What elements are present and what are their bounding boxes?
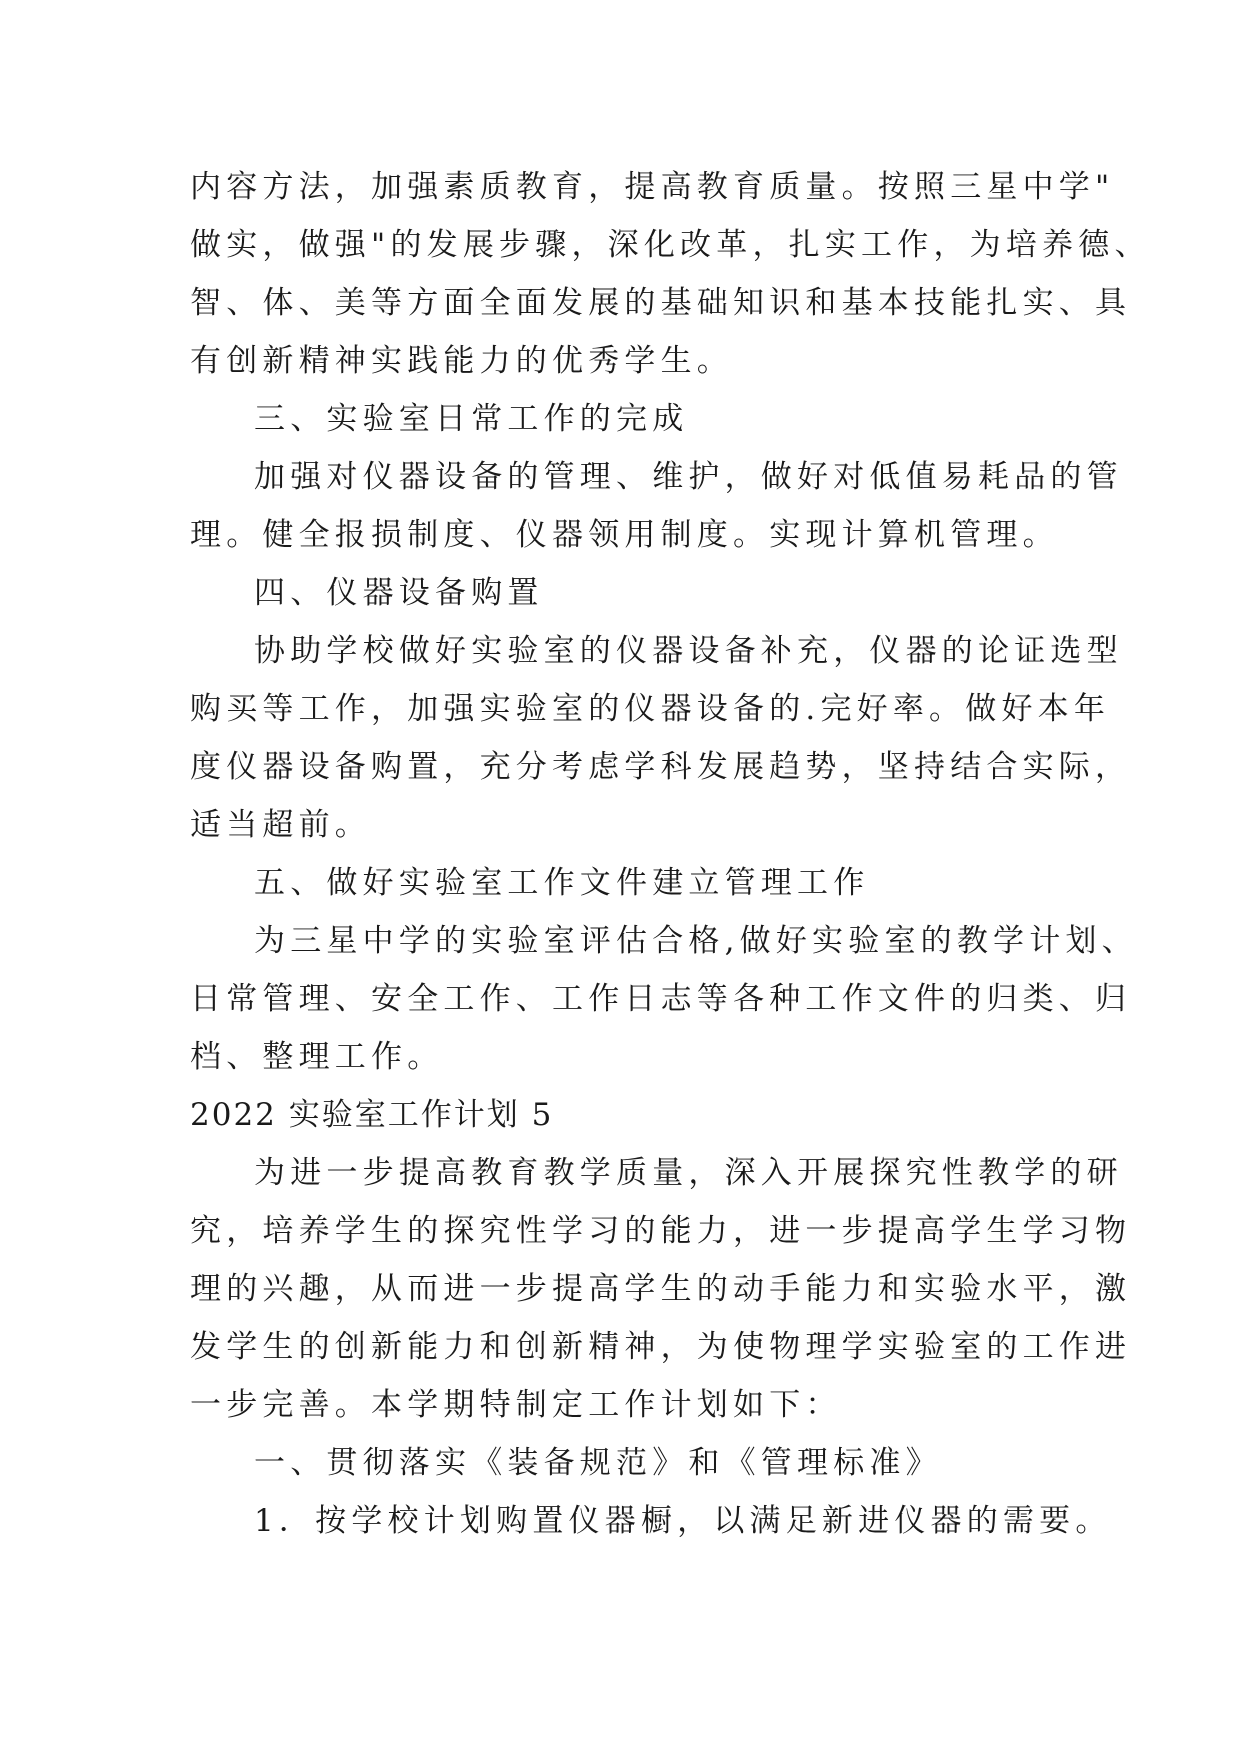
paragraph-line: 为三星中学的实验室评估合格,做好实验室的教学计划、 xyxy=(254,923,1138,959)
paragraph-line: 一步完善。本学期特制定工作计划如下： xyxy=(190,1387,842,1423)
list-item: 1．按学校计划购置仪器橱，以满足新进仪器的需要。 xyxy=(254,1503,1112,1539)
paragraph-line: 智、体、美等方面全面发展的基础知识和基本技能扎实、具 xyxy=(190,285,1132,321)
paragraph-line: 内容方法，加强素质教育，提高教育质量。按照三星中学" xyxy=(190,169,1115,205)
section-heading: 四、仪器设备购置 xyxy=(254,575,544,611)
paragraph-line: 档、整理工作。 xyxy=(190,1039,444,1075)
paragraph-line: 究，培养学生的探究性学习的能力，进一步提高学生学习物 xyxy=(190,1213,1132,1249)
section-heading: 五、做好实验室工作文件建立管理工作 xyxy=(254,865,870,901)
paragraph-line: 为进一步提高教育教学质量，深入开展探究性教学的研 xyxy=(254,1155,1123,1191)
paragraph-line: 日常管理、安全工作、工作日志等各种工作文件的归类、归 xyxy=(190,981,1132,1017)
paragraph-line: 做实，做强"的发展步骤，深化改革，扎实工作，为培养德、 xyxy=(190,227,1151,263)
paragraph-line: 加强对仪器设备的管理、维护，做好对低值易耗品的管 xyxy=(254,459,1123,495)
paragraph-line: 理。健全报损制度、仪器领用制度。实现计算机管理。 xyxy=(190,517,1059,553)
document-title: 2022 实验室工作计划 5 xyxy=(190,1097,554,1133)
paragraph-line: 度仪器设备购置，充分考虑学科发展趋势，坚持结合实际， xyxy=(190,749,1132,785)
paragraph-line: 发学生的创新能力和创新精神，为使物理学实验室的工作进 xyxy=(190,1329,1132,1365)
section-heading: 一、贯彻落实《装备规范》和《管理标准》 xyxy=(254,1445,942,1481)
paragraph-line: 理的兴趣，从而进一步提高学生的动手能力和实验水平，激 xyxy=(190,1271,1132,1307)
paragraph-line: 有创新精神实践能力的优秀学生。 xyxy=(190,343,733,379)
paragraph-line: 适当超前。 xyxy=(190,807,371,843)
section-heading: 三、实验室日常工作的完成 xyxy=(254,401,689,437)
paragraph-line: 协助学校做好实验室的仪器设备补充，仪器的论证选型 xyxy=(254,633,1123,669)
document-body xyxy=(190,158,1151,1550)
paragraph-line: 购买等工作，加强实验室的仪器设备的.完好率。做好本年 xyxy=(190,691,1111,727)
